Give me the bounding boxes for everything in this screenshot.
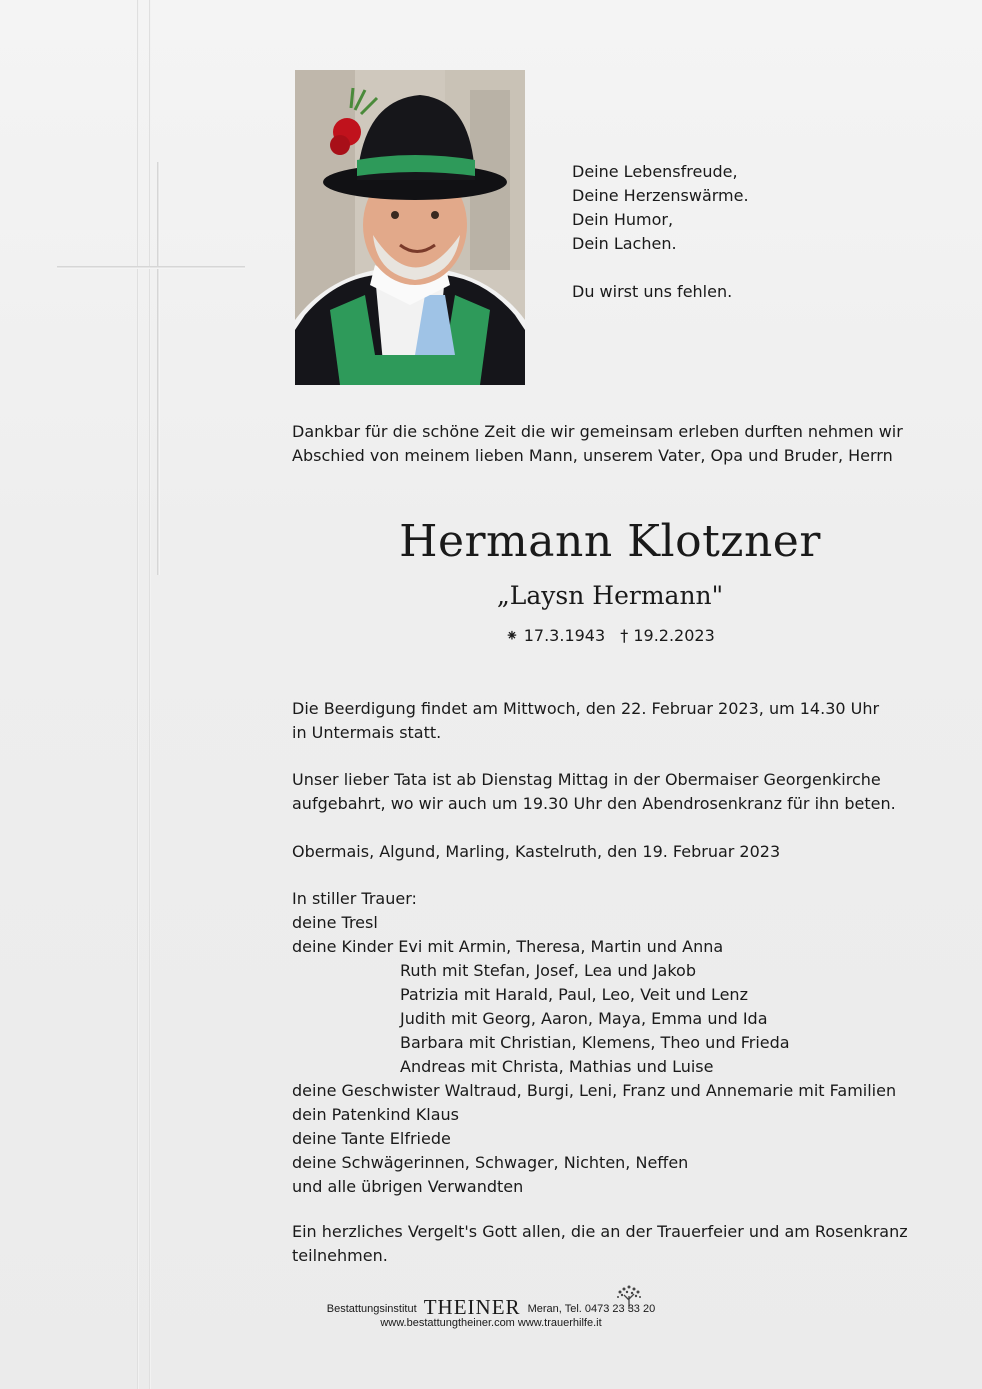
poem-line: Dein Lachen.	[572, 234, 677, 253]
intro-line: Abschied von meinem lieben Mann, unserem Vater, Opa und Bruder, Herrn	[292, 446, 893, 465]
mourner-line: Andreas mit Christa, Mathias und Luise	[400, 1057, 714, 1076]
footer-contact: Meran, Tel. 0473 23 33 20	[527, 1303, 656, 1315]
thanks-text	[292, 1220, 908, 1268]
mourner-line: Judith mit Georg, Aaron, Maya, Emma und Ida	[400, 1009, 768, 1028]
footer-prefix: Bestattungsinstitut	[326, 1303, 417, 1315]
funeral-line: Die Beerdigung findet am Mittwoch, den 22. Februar 2023, um 14.30 Uhr	[292, 699, 880, 718]
thanks-line: Ein herzliches Vergelt's Gott allen, die an der Trauerfeier und am Rosenkranz	[292, 1222, 908, 1241]
embossed-line-left	[137, 0, 139, 1389]
footer-web: www.bestattungtheiner.com www.trauerhilfe.it	[380, 1317, 602, 1329]
deceased-name: Hermann Klotzner	[399, 516, 821, 567]
wake-info	[292, 768, 896, 816]
footer-line-1	[0, 1295, 982, 1319]
footer	[0, 1296, 982, 1330]
embossed-line-right	[149, 0, 151, 1389]
wake-line: Unser lieber Tata ist ab Dienstag Mittag in der Obermaiser Georgenkirche	[292, 770, 881, 789]
mourner-line: und alle übrigen Verwandten	[292, 1177, 524, 1196]
intro-line: Dankbar für die schöne Zeit die wir gemeinsam erleben durften nehmen wir	[292, 422, 903, 441]
mourner-line: dein Patenkind Klaus	[292, 1105, 459, 1124]
mourner-line: Ruth mit Stefan, Josef, Lea und Jakob	[400, 961, 696, 980]
poem	[572, 160, 749, 304]
mourner-line: deine Tresl	[292, 913, 378, 932]
death-date: † 19.2.2023	[620, 626, 715, 645]
mourner-line: Patrizia mit Harald, Paul, Leo, Veit und Lenz	[400, 985, 748, 1004]
nickname: „Laysn Hermann"	[496, 581, 724, 610]
cross-icon-horizontal	[57, 266, 245, 269]
wake-line: aufgebahrt, wo wir auch um 19.30 Uhr den Abendrosenkranz für ihn beten.	[292, 794, 896, 813]
intro-text	[292, 420, 903, 468]
portrait-photo	[295, 70, 525, 385]
footer-brand: THEINER	[423, 1295, 521, 1319]
cross-icon-vertical	[157, 162, 160, 575]
birth-date: ⁕ 17.3.1943	[505, 626, 606, 645]
poem-line: Dein Humor,	[572, 210, 674, 229]
mourners-list	[292, 887, 896, 1199]
place-date: Obermais, Algund, Marling, Kastelruth, den 19. Februar 2023	[292, 842, 781, 861]
thanks-line: teilnehmen.	[292, 1246, 388, 1265]
life-dates	[292, 624, 928, 648]
poem-spacer	[572, 256, 749, 280]
mourner-line: deine Geschwister Waltraud, Burgi, Leni, Franz und Annemarie mit Familien	[292, 1081, 897, 1100]
mourner-line: deine Schwägerinnen, Schwager, Nichten, Neffen	[292, 1153, 689, 1172]
poem-line: Du wirst uns fehlen.	[572, 282, 733, 301]
mourner-line: Barbara mit Christian, Klemens, Theo und Frieda	[400, 1033, 790, 1052]
poem-line: Deine Lebensfreude,	[572, 162, 738, 181]
mourner-line: deine Tante Elfriede	[292, 1129, 451, 1148]
funeral-info	[292, 697, 879, 745]
mourner-line: deine Kinder Evi mit Armin, Theresa, Martin und Anna	[292, 937, 724, 956]
funeral-line: in Untermais statt.	[292, 723, 442, 742]
poem-line: Deine Herzenswärme.	[572, 186, 749, 205]
mourner-line: In stiller Trauer:	[292, 889, 417, 908]
